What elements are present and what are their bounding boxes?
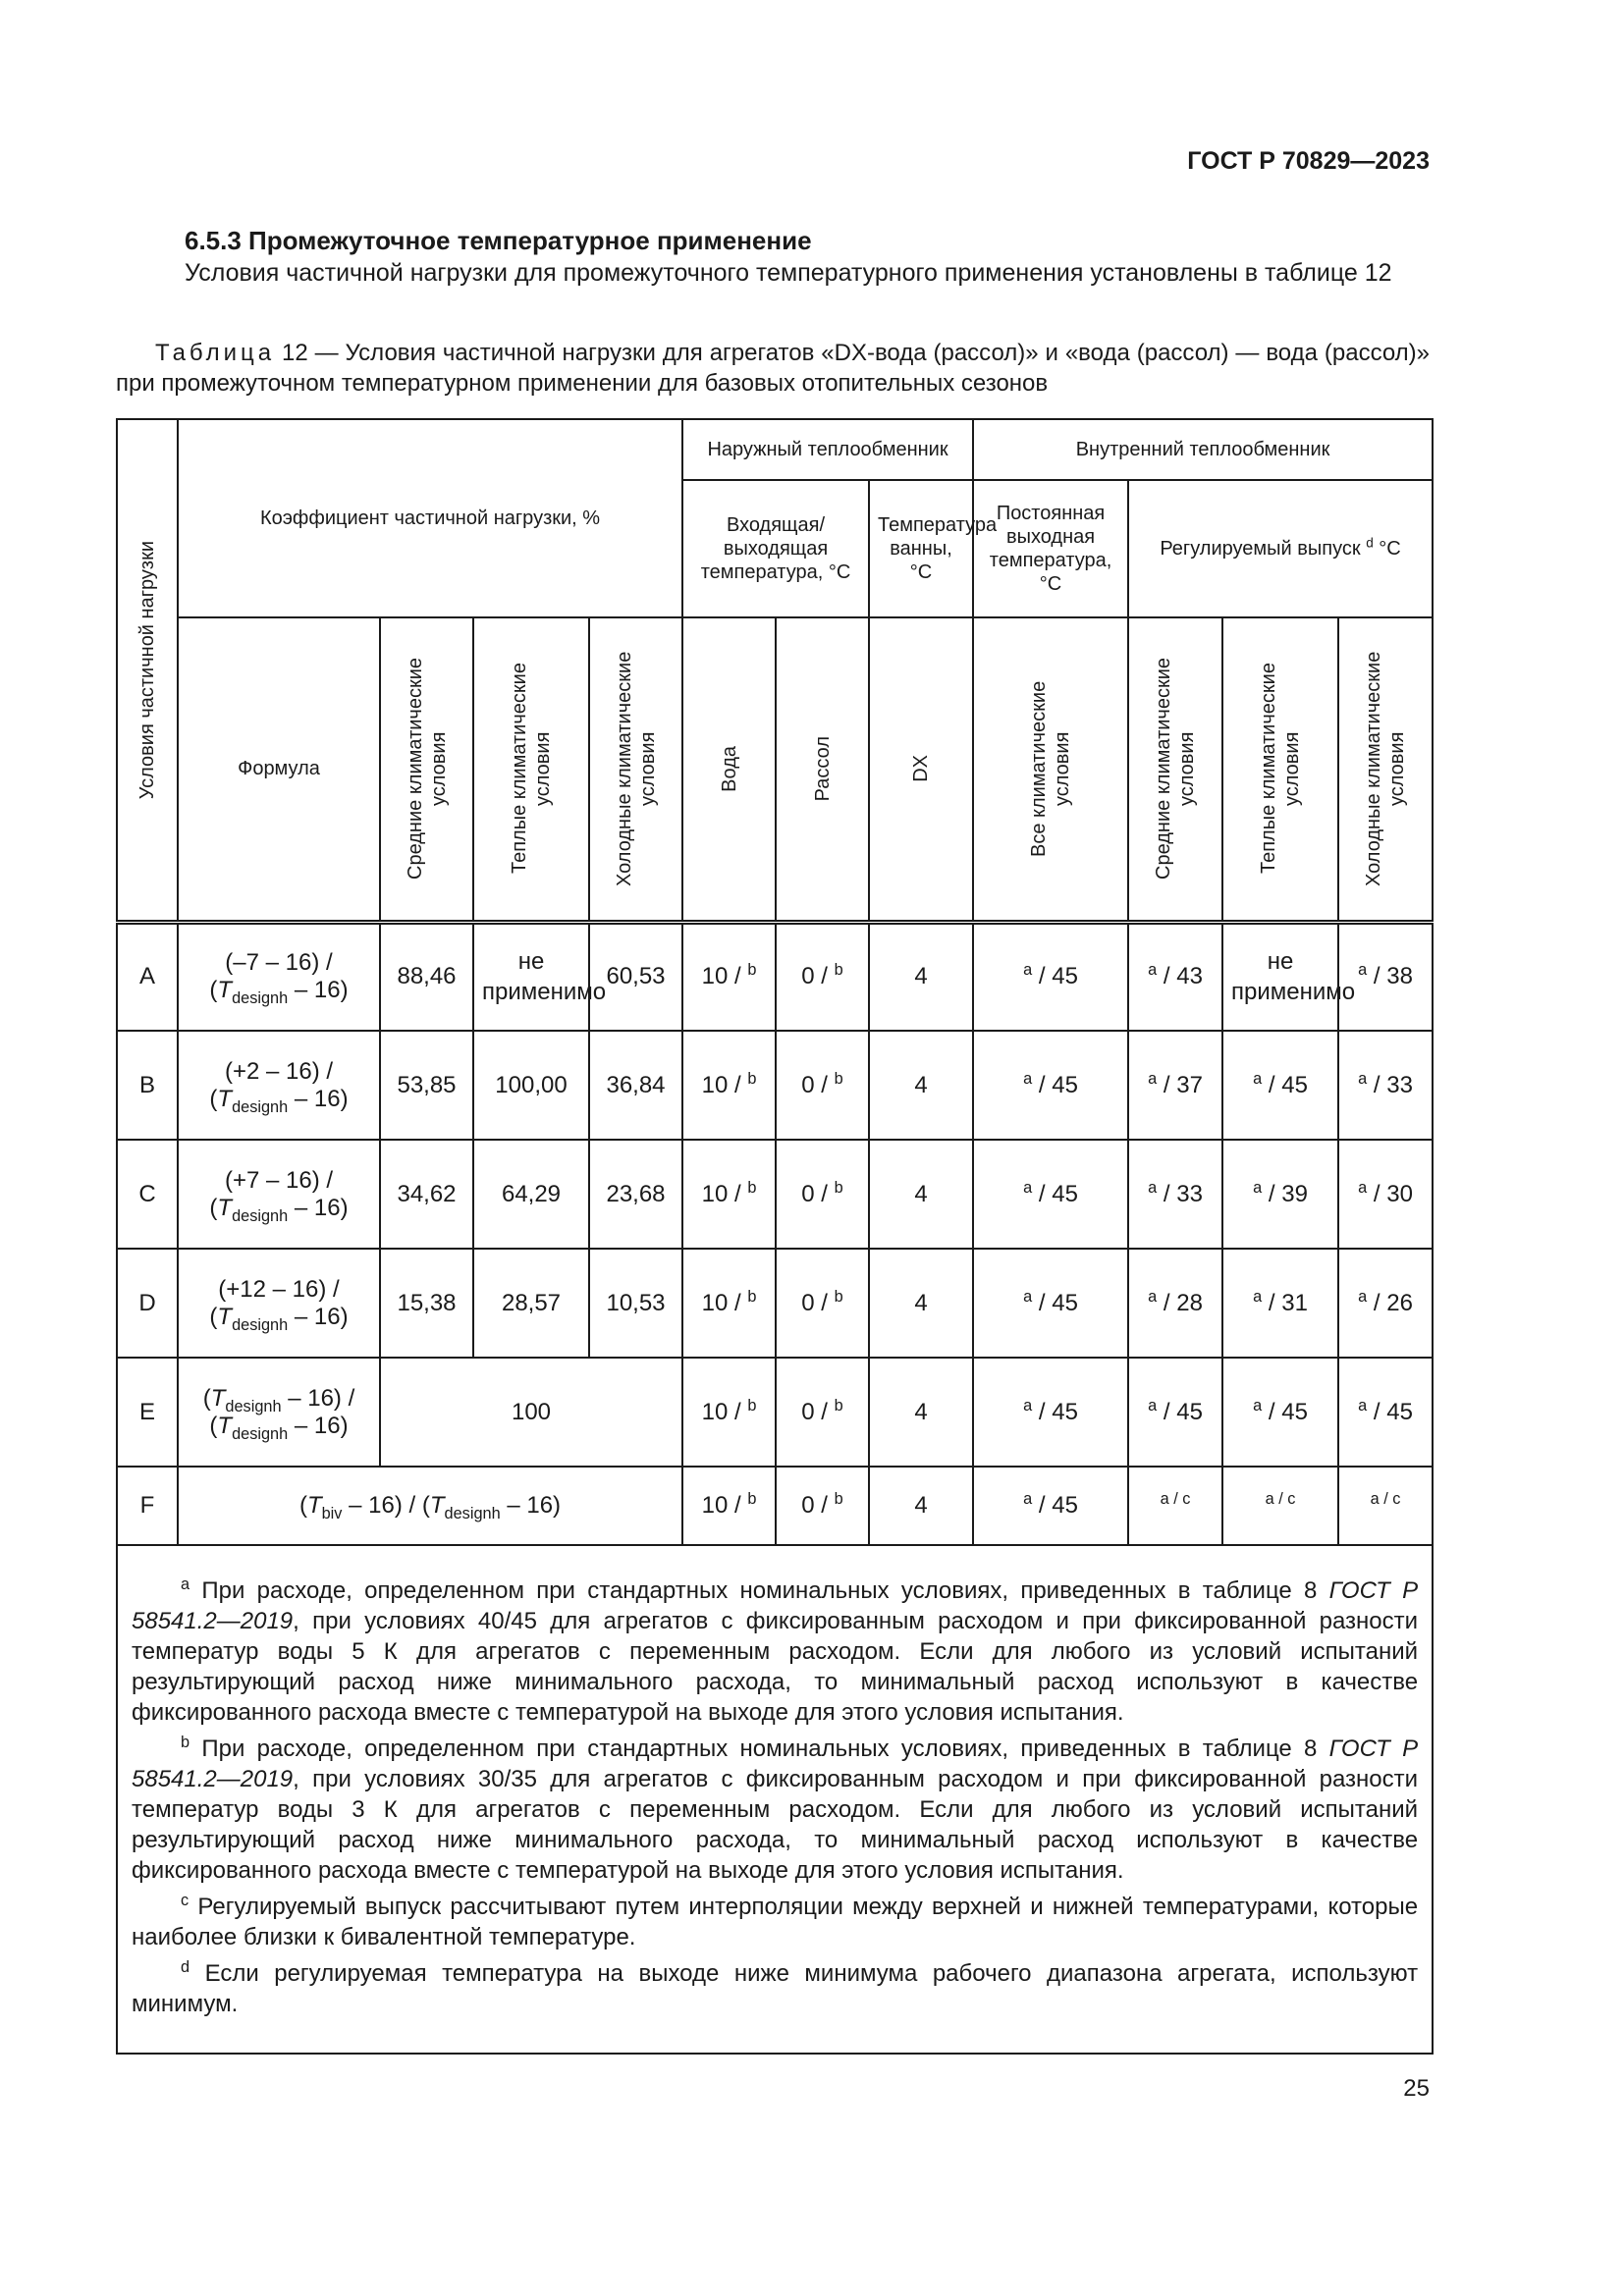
cell-reg-warm: $^a$ / 39 xyxy=(1222,1140,1338,1249)
cell-reg-avg: $^a$ / 28 xyxy=(1128,1249,1222,1358)
cell-water: 10 / $^b$ xyxy=(682,1358,776,1467)
cell-dx: 4 xyxy=(869,1031,973,1140)
cell-condition: D xyxy=(117,1249,178,1358)
cell-warm: не применимо xyxy=(473,922,589,1031)
cell-all: $^a$ / 45 xyxy=(973,1358,1128,1467)
header-all-climates: Все климатические условия xyxy=(973,617,1128,922)
header-warm: Теплые климатические условия xyxy=(473,617,589,922)
cell-reg-warm: $^a$ / 31 xyxy=(1222,1249,1338,1358)
cell-cold: 60,53 xyxy=(589,922,682,1031)
header-cold: Холодные климатические условия xyxy=(589,617,682,922)
cell-reg-warm: $^a$ / 45 xyxy=(1222,1358,1338,1467)
caption-text: 12 — Условия частичной нагрузки для агрегатов «DX-вода (рассол)» и «вода (рассол) — вода (рассол)» при промежуточном температурном применении для базовых отопительных сезонов xyxy=(116,340,1431,397)
cell-brine: 0 / $^b$ xyxy=(776,1031,869,1140)
cell-reg-cold: a / c xyxy=(1338,1467,1433,1545)
cell-coefficient-merged: 100 xyxy=(380,1358,682,1467)
footnotes xyxy=(117,1545,1433,2054)
cell-formula: (+2 – 16) / $(T_{designh} - 16)$ xyxy=(178,1031,380,1140)
header-reg-cold: Холодные климатические условия xyxy=(1338,617,1433,922)
header-water: Вода xyxy=(682,617,776,922)
document-id: ГОСТ Р 70829—2023 xyxy=(1187,147,1430,175)
header-conditions: Условия частичной нагрузки xyxy=(117,419,178,922)
cell-reg-avg: $^a$ / 45 xyxy=(1128,1358,1222,1467)
cell-formula: (+12 – 16) / $(T_{designh} - 16)$ xyxy=(178,1249,380,1358)
header-reg-warm: Теплые климатические условия xyxy=(1222,617,1338,922)
section-title: 6.5.3 Промежуточное температурное применение xyxy=(185,226,812,255)
footnote-b: $^b$ При расходе, определенном при стандартных номинальных условиях, приведенных в таблице 8 ГОСТ Р 58541.2—2019, при условиях 30/35 для агрегатов с фиксированным расходом и при фиксированной разности температур воды 3 К для агрегатов с переменным расходом. Если для любого из условий испытаний результирующий расход ниже минимального расхода, то минимальный расход используют в качестве фиксированного расхода вместе с температурой на выходе для этого условия испытания. xyxy=(132,1734,1419,1884)
cell-reg-avg: $^a$ / 37 xyxy=(1128,1031,1222,1140)
cell-avg: 53,85 xyxy=(380,1031,473,1140)
cell-all: $^a$ / 45 xyxy=(973,1249,1128,1358)
cell-all: $^a$ / 45 xyxy=(973,1031,1128,1140)
cell-dx: 4 xyxy=(869,1358,973,1467)
cell-formula: $(T_{designh} - 16)$ / $(T_{designh} - 16)$ xyxy=(178,1358,380,1467)
cell-reg-cold: $^a$ / 45 xyxy=(1338,1358,1433,1467)
cell-brine: 0 / $^b$ xyxy=(776,1358,869,1467)
cell-reg-avg: $^a$ / 33 xyxy=(1128,1140,1222,1249)
header-coefficient: Коэффициент частичной нагрузки, % xyxy=(178,419,682,617)
header-inlet-outlet: Входящая/выходящая температура, °С xyxy=(682,480,869,617)
cell-water: 10 / $^b$ xyxy=(682,1249,776,1358)
table-row-d xyxy=(117,1249,1433,1358)
cell-avg: 15,38 xyxy=(380,1249,473,1358)
footnote-d: $^d$ Если регулируемая температура на выходе ниже минимума рабочего диапазона агрегата, используют минимум. xyxy=(132,1958,1419,2017)
footnote-a: $^a$ При расходе, определенном при стандартных номинальных условиях, приведенных в таблице 8 ГОСТ Р 58541.2—2019, при условиях 40/45 для агрегатов с фиксированным расходом и при фиксированной разности температур воды 5 К для агрегатов с переменным расходом. Если для любого из условий испытаний результирующий расход ниже минимального расхода, то минимальный расход используют в качестве фиксированного расхода вместе с температурой на выходе для этого условия испытания. xyxy=(132,1575,1419,1726)
cell-dx: 4 xyxy=(869,1467,973,1545)
cell-dx: 4 xyxy=(869,1249,973,1358)
header-formula: Формула xyxy=(178,617,380,922)
header-constant-outlet: Постоянная выходная температура, °С xyxy=(973,480,1128,617)
cell-cold: 23,68 xyxy=(589,1140,682,1249)
cell-formula-merged: $(T_{biv} - 16) / (T_{designh} - 16)$ xyxy=(178,1467,682,1545)
cell-water: 10 / $^b$ xyxy=(682,1140,776,1249)
cell-reg-cold: $^a$ / 38 xyxy=(1338,922,1433,1031)
cell-formula: (–7 – 16) / $(T_{designh} - 16)$ xyxy=(178,922,380,1031)
cell-water: 10 / $^b$ xyxy=(682,1031,776,1140)
cell-condition: B xyxy=(117,1031,178,1140)
cell-condition: F xyxy=(117,1467,178,1545)
header-avg: Средние климатические условия xyxy=(380,617,473,922)
table-row-e xyxy=(117,1358,1433,1467)
cell-brine: 0 / $^b$ xyxy=(776,1249,869,1358)
cell-formula: (+7 – 16) / $(T_{designh} - 16)$ xyxy=(178,1140,380,1249)
cell-warm: 64,29 xyxy=(473,1140,589,1249)
header-brine: Рассол xyxy=(776,617,869,922)
partial-load-table xyxy=(116,418,1434,2055)
cell-brine: 0 / $^b$ xyxy=(776,1140,869,1249)
header-inner-exchanger: Внутренний теплообменник xyxy=(973,419,1433,480)
cell-brine: 0 / $^b$ xyxy=(776,1467,869,1545)
cell-brine: 0 / $^b$ xyxy=(776,922,869,1031)
cell-reg-cold: $^a$ / 33 xyxy=(1338,1031,1433,1140)
footnotes-row xyxy=(117,1545,1433,2054)
header-dx: DX xyxy=(869,617,973,922)
cell-reg-avg: $^a$ / 43 xyxy=(1128,922,1222,1031)
cell-all: $^a$ / 45 xyxy=(973,1140,1128,1249)
cell-reg-warm: не применимо xyxy=(1222,922,1338,1031)
cell-cold: 10,53 xyxy=(589,1249,682,1358)
cell-dx: 4 xyxy=(869,1140,973,1249)
cell-water: 10 / $^b$ xyxy=(682,922,776,1031)
cell-condition: C xyxy=(117,1140,178,1249)
cell-avg: 34,62 xyxy=(380,1140,473,1249)
cell-water: 10 / $^b$ xyxy=(682,1467,776,1545)
cell-all: $^a$ / 45 xyxy=(973,1467,1128,1545)
footnote-c: $^c$ Регулируемый выпуск рассчитывают путем интерполяции между верхней и нижней температурами, которые наиболее близки к бивалентной температуре. xyxy=(132,1892,1419,1950)
cell-warm: 28,57 xyxy=(473,1249,589,1358)
table-row-b xyxy=(117,1031,1433,1140)
cell-avg: 88,46 xyxy=(380,922,473,1031)
cell-reg-cold: $^a$ / 30 xyxy=(1338,1140,1433,1249)
header-bath-temp: Температура ванны, °С xyxy=(869,480,973,617)
table-caption xyxy=(116,338,1430,399)
page-number: 25 xyxy=(1403,2075,1430,2102)
cell-cold: 36,84 xyxy=(589,1031,682,1140)
cell-all: $^a$ / 45 xyxy=(973,922,1128,1031)
table-row-a xyxy=(117,922,1433,1031)
intro-paragraph: Условия частичной нагрузки для промежуточного температурного применения установлены в таблице 12 xyxy=(185,259,1392,287)
cell-warm: 100,00 xyxy=(473,1031,589,1140)
cell-condition: A xyxy=(117,922,178,1031)
cell-condition: E xyxy=(117,1358,178,1467)
table-row-f xyxy=(117,1467,1433,1545)
header-outer-exchanger: Наружный теплообменник xyxy=(682,419,973,480)
cell-dx: 4 xyxy=(869,922,973,1031)
cell-reg-avg: a / c xyxy=(1128,1467,1222,1545)
header-regulated-outlet: Регулируемый выпуск $^d$ °С xyxy=(1128,480,1433,617)
header-reg-avg: Средние климатические условия xyxy=(1128,617,1222,922)
cell-reg-warm: a / c xyxy=(1222,1467,1338,1545)
cell-reg-warm: $^a$ / 45 xyxy=(1222,1031,1338,1140)
cell-reg-cold: $^a$ / 26 xyxy=(1338,1249,1433,1358)
caption-label: Таблица xyxy=(155,340,276,366)
table-row-c xyxy=(117,1140,1433,1249)
